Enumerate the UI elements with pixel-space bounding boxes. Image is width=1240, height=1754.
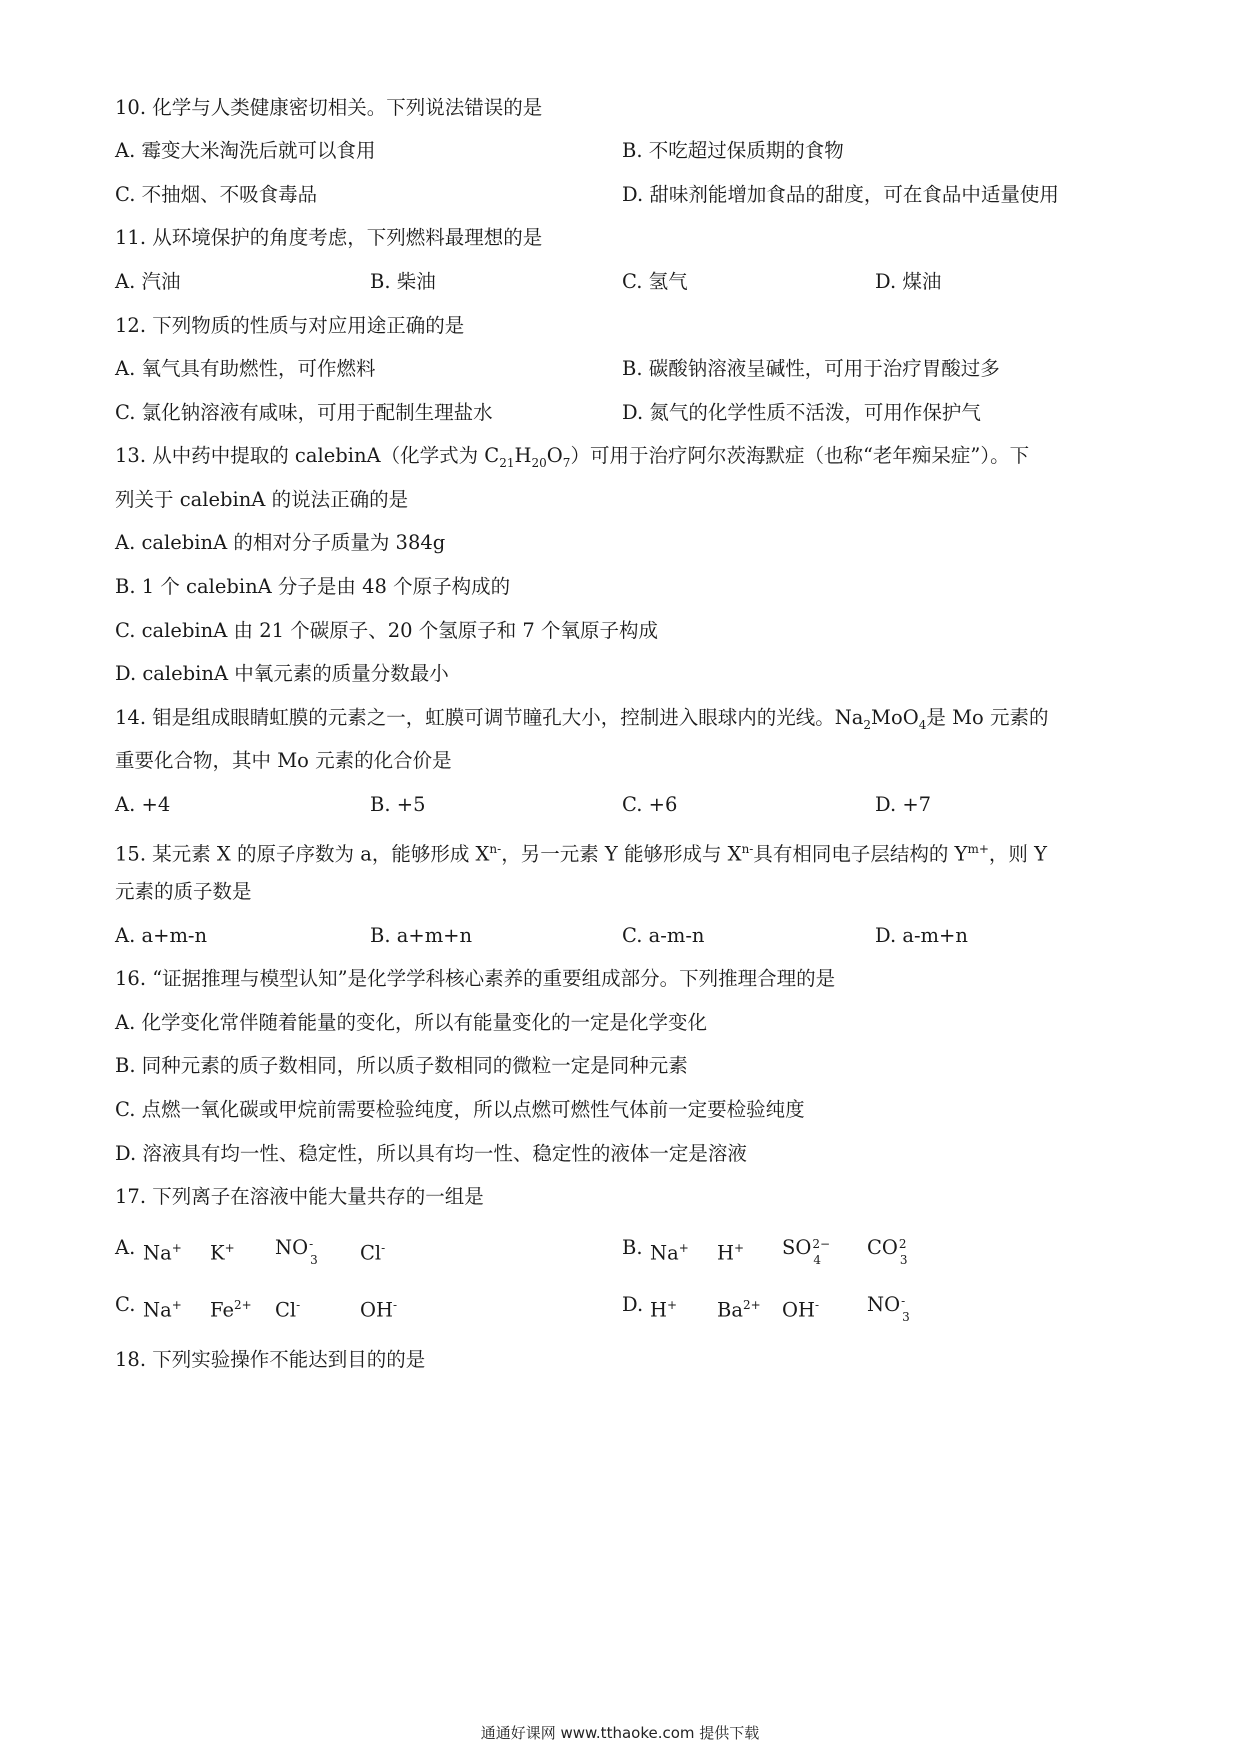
q14-stem-line2: 重要化合物，其中 Mo 元素的化合价是: [115, 749, 452, 772]
q15-option-c: C. a-m-n: [622, 924, 705, 947]
ion-subscript: 3: [310, 1253, 318, 1267]
q17-stem: 17. 下列离子在溶液中能大量共存的一组是: [115, 1185, 484, 1208]
ion-symbol: K: [210, 1241, 225, 1265]
q15-stem-p3: 具有相同电子层结构的 Y: [753, 842, 968, 866]
q12-option-a: A. 氧气具有助燃性，可作燃料: [115, 357, 376, 380]
q17-option-a-ion: [143, 1235, 182, 1267]
ion-symbol: Na: [143, 1241, 172, 1265]
q17-option-c-ion: [210, 1292, 252, 1324]
q14-option-a: A. +4: [115, 793, 171, 816]
q17-option-b-ion: [867, 1235, 914, 1267]
ion-charge: +: [171, 1298, 182, 1312]
ion-subscript: 4: [813, 1253, 821, 1267]
formula-moo: MoO: [871, 706, 919, 729]
q16-option-b: B. 同种元素的质子数相同，所以质子数相同的微粒一定是同种元素: [115, 1054, 688, 1077]
q15-stem-p2: ，另一元素 Y 能够形成与 X: [501, 842, 742, 866]
ion-charge-stack: [308, 1235, 324, 1267]
q12-option-c: C. 氯化钠溶液有咸味，可用于配制生理盐水: [115, 401, 493, 424]
q10-option-b: B. 不吃超过保质期的食物: [622, 139, 844, 162]
ion-symbol: CO: [867, 1236, 898, 1259]
q18-stem: 18. 下列实验操作不能达到目的的是: [115, 1348, 426, 1371]
ion-charge-stack: [811, 1235, 831, 1267]
formula-h: H: [514, 444, 532, 467]
q17-option-a-ion: [360, 1235, 385, 1267]
ion-symbol: H: [650, 1298, 668, 1322]
q14-option-d: D. +7: [875, 793, 932, 816]
q17-option-d-label: D.: [622, 1293, 644, 1316]
ion-charge: +: [171, 1241, 182, 1255]
q11-option-a: A. 汽油: [115, 270, 181, 293]
ion-charge: -: [296, 1298, 301, 1312]
ion-symbol: Cl: [275, 1298, 297, 1322]
q13-stem-line2: 列关于 calebinA 的说法正确的是: [115, 488, 409, 511]
q16-stem: 16. “证据推理与模型认知”是化学学科核心素养的重要组成部分。下列推理合理的是: [115, 967, 836, 990]
ion-charge: +: [678, 1241, 689, 1255]
formula-o: O: [546, 444, 563, 467]
ion-symbol: OH: [360, 1298, 393, 1322]
q13-option-a: A. calebinA 的相对分子质量为 384g: [115, 531, 446, 554]
q17-option-d-ion: [867, 1292, 916, 1324]
ion-charge: +: [224, 1241, 235, 1255]
formula-sub: 21: [499, 455, 515, 470]
q17-option-b-ion: [782, 1235, 831, 1267]
ion-charge: -: [381, 1241, 386, 1255]
q17-option-c-ion: [275, 1292, 300, 1324]
q15-option-b: B. a+m+n: [370, 924, 473, 947]
ion-charge: 2+: [234, 1298, 252, 1312]
ion-charge: -: [901, 1294, 906, 1308]
q10-option-d: D. 甜味剂能增加食品的甜度，可在食品中适量使用: [622, 183, 1059, 206]
q15-option-a: A. a+m-n: [115, 924, 208, 947]
ion-charge: 2+: [742, 1298, 761, 1312]
formula-sub: 2: [863, 717, 872, 732]
q12-stem: 12. 下列物质的性质与对应用途正确的是: [115, 314, 465, 337]
q16-option-d: D. 溶液具有均一性、稳定性，所以具有均一性、稳定性的液体一定是溶液: [115, 1142, 747, 1165]
q16-option-a: A. 化学变化常伴随着能量的变化，所以有能量变化的一定是化学变化: [115, 1011, 707, 1034]
q13-option-c: C. calebinA 由 21 个碳原子、20 个氢原子和 7 个氧原子构成: [115, 619, 659, 642]
q17-option-c-ion: [360, 1292, 397, 1324]
q11-option-b: B. 柴油: [370, 270, 436, 293]
ion-charge: -: [393, 1298, 398, 1312]
ion-charge-stack: [900, 1292, 916, 1324]
q17-option-d-ion: [782, 1292, 819, 1324]
ion-symbol: H: [717, 1241, 735, 1265]
ion-symbol: SO: [782, 1236, 812, 1259]
q16-option-c: C. 点燃一氧化碳或甲烷前需要检验纯度，所以点燃可燃性气体前一定要检验纯度: [115, 1098, 805, 1121]
q13-stem-post: ）可用于治疗阿尔茨海默症（也称“老年痴呆症”）。下: [570, 444, 1030, 467]
q10-stem: 10. 化学与人类健康密切相关。下列说法错误的是: [115, 96, 543, 119]
ion-symbol: Cl: [360, 1241, 382, 1265]
ion-subscript: 3: [899, 1253, 908, 1267]
q10-option-a: A. 霉变大米淘洗后就可以食用: [115, 139, 376, 162]
ion-symbol: OH: [782, 1298, 815, 1322]
formula-sub: 20: [531, 455, 547, 470]
q15-stem-p1: 15. 某元素 X 的原子序数为 a，能够形成 X: [115, 842, 490, 866]
q11-option-c: C. 氢气: [622, 270, 688, 293]
q17-option-a-ion: [275, 1235, 324, 1267]
ion-charge: n-: [741, 842, 754, 856]
q14-option-b: B. +5: [370, 793, 426, 816]
ion-charge: m+: [967, 842, 989, 856]
ion-charge: 2: [898, 1237, 907, 1251]
ion-subscript: 3: [902, 1310, 910, 1324]
formula-sub: 7: [562, 455, 571, 470]
q17-option-b-ion: [650, 1235, 689, 1267]
q12-option-b: B. 碳酸钠溶液呈碱性，可用于治疗胃酸过多: [622, 357, 1000, 380]
ion-charge: +: [667, 1298, 678, 1312]
q13-stem-line1: [115, 443, 1029, 476]
q14-option-c: C. +6: [622, 793, 678, 816]
q17-option-a-label: A.: [115, 1236, 136, 1259]
q14-stem-post: 是 Mo 元素的: [926, 706, 1049, 729]
ion-symbol: Na: [650, 1241, 679, 1265]
page-footer: 通通好课网 www.tthaoke.com 提供下载: [480, 1724, 760, 1742]
q17-option-c-ion: [143, 1292, 182, 1324]
q17-option-d-ion: [650, 1292, 677, 1324]
ion-charge-stack: [898, 1235, 914, 1267]
ion-symbol: Ba: [717, 1298, 743, 1322]
q15-option-d: D. a-m+n: [875, 924, 968, 947]
formula-sub: 4: [918, 717, 927, 732]
q14-stem-pre: 14. 钼是组成眼睛虹膜的元素之一，虹膜可调节瞳孔大小，控制进入眼球内的光线。Na: [115, 706, 864, 729]
ion-symbol: Na: [143, 1298, 172, 1322]
ion-charge: n-: [489, 842, 502, 856]
q12-option-d: D. 氮气的化学性质不活泼，可用作保护气: [622, 401, 981, 424]
q17-option-b-label: B.: [622, 1236, 643, 1259]
q17-option-c-label: C.: [115, 1293, 136, 1316]
q14-stem-line1: [115, 705, 1049, 738]
q15-stem-line2: 元素的质子数是: [115, 880, 252, 903]
q13-option-d: D. calebinA 中氧元素的质量分数最小: [115, 662, 449, 685]
q13-option-b: B. 1 个 calebinA 分子是由 48 个原子构成的: [115, 575, 511, 598]
q17-option-d-ion: [717, 1292, 761, 1324]
ion-charge: -: [815, 1298, 820, 1312]
q13-stem-pre: 13. 从中药中提取的 calebinA（化学式为 C: [115, 444, 500, 467]
ion-symbol: Fe: [210, 1298, 235, 1322]
ion-charge: -: [309, 1237, 314, 1251]
q17-option-a-ion: [210, 1235, 235, 1267]
ion-charge: +: [734, 1241, 745, 1255]
q17-option-b-ion: [717, 1235, 744, 1267]
q10-option-c: C. 不抽烟、不吸食毒品: [115, 183, 318, 206]
q11-stem: 11. 从环境保护的角度考虑，下列燃料最理想的是: [115, 226, 543, 249]
q11-option-d: D. 煤油: [875, 270, 942, 293]
ion-symbol: NO: [275, 1236, 309, 1259]
ion-symbol: NO: [867, 1293, 901, 1316]
ion-charge: 2−: [812, 1237, 831, 1251]
q15-stem-line1: [115, 836, 1047, 868]
q15-stem-p4: ，则 Y: [988, 842, 1047, 866]
